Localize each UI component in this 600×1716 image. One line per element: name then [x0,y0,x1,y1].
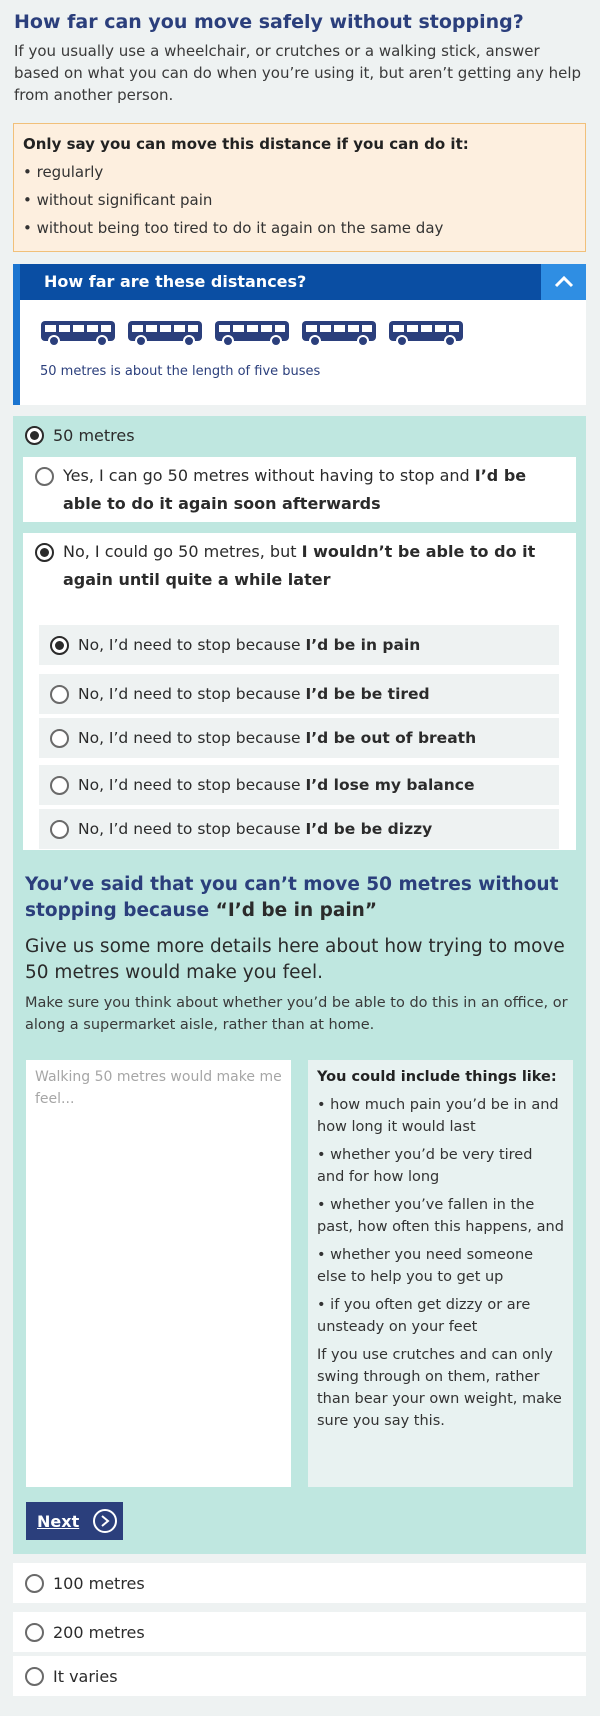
reason-dizzy-label: No, I’d need to stop because I’d be be dizzy [78,820,433,838]
follow-up-no-label: No, I could go 50 metres, but I wouldn’t be able to do it again until quite a while later [63,542,536,589]
tip-item: • whether you need someone else to help you to get up [317,1247,534,1285]
warning-box [13,123,586,252]
radio-100-metres[interactable] [25,1574,44,1593]
bus-icon [214,320,290,347]
radio-it-varies[interactable] [25,1667,44,1686]
bus-icon [388,320,464,347]
option-it-varies-label: It varies [53,1666,118,1686]
option-100-metres-label: 100 metres [53,1573,145,1593]
tips-title: You could include things like: [317,1069,557,1085]
option-200-metres[interactable] [13,1612,586,1652]
tip-item: • whether you’ve fallen in the past, how often this happens, and [317,1197,564,1235]
distances-panel-title: How far are these distances? [44,272,307,291]
chevron-right-circle-icon [93,1509,117,1533]
tip-item: • how much pain you’d be in and how long it would last [317,1097,559,1135]
reason-balance-label: No, I’d need to stop because I’d lose my balance [78,776,475,794]
feedback-question: Give us some more details here about how trying to move 50 metres would make you feel. [25,936,565,983]
selected-option-panel [13,416,586,1554]
distances-panel-toggle[interactable] [541,264,586,300]
warning-item-pain: • without significant pain [23,191,213,209]
follow-up-yes-label: Yes, I can go 50 metres without having to stop and I’d be able to do it again soon afterwards [63,466,527,513]
warning-item-tired: • without being too tired to do it again on the same day [23,219,444,237]
follow-up-yes-card [23,457,576,522]
tips-extra: If you use crutches and can only swing through on them, rather than bear your own weight, make sure you say this. [317,1347,562,1429]
radio-200-metres[interactable] [25,1623,44,1642]
bus-icon [301,320,377,347]
option-50-metres-label: 50 metres [53,426,135,445]
question-intro: If you usually use a wheelchair, or crutches or a walking stick, answer based on what you can do when you’re using it, but aren’t getting any help from another person. [14,42,582,104]
question-title: How far can you move safely without stopping? [14,11,524,33]
feedback-note: Make sure you think about whether you’d be able to do this in an office, or along a supermarket aisle, rather than at home. [25,995,568,1033]
distances-panel [13,264,586,405]
tips-box [308,1060,573,1487]
reason-option-tired[interactable] [39,674,559,714]
radio-reason-tired[interactable] [50,685,69,704]
follow-up-yes-option[interactable] [35,465,565,518]
follow-up-no-option[interactable] [35,541,565,594]
details-textarea[interactable] [26,1060,291,1487]
radio-50-metres[interactable] [25,426,44,445]
distances-panel-header[interactable] [20,264,586,300]
option-50-metres[interactable] [25,426,135,445]
warning-item-regularly: • regularly [23,163,104,181]
reason-pain-label: No, I’d need to stop because I’d be in pain [78,636,421,654]
tip-item: • whether you’d be very tired and for how long [317,1147,533,1185]
reason-option-breath[interactable] [39,718,559,758]
warning-title: Only say you can move this distance if you can do it: [23,135,469,153]
radio-reason-pain[interactable] [50,636,69,655]
reason-option-pain[interactable] [39,625,559,665]
reason-breath-label: No, I’d need to stop because I’d be out of breath [78,729,477,747]
bus-icon [40,320,116,347]
tip-item: • if you often get dizzy or are unsteady on your feet [317,1297,531,1335]
feedback-heading: You’ve said that you can’t move 50 metres without stopping because “I’d be in pain” [25,874,559,921]
reason-tired-label: No, I’d need to stop because I’d be be tired [78,685,430,703]
next-button-label: Next [37,1511,80,1531]
option-it-varies[interactable] [13,1656,586,1696]
follow-up-no-card [23,533,576,850]
option-200-metres-label: 200 metres [53,1622,145,1642]
radio-follow-up-no[interactable] [35,543,54,562]
bus-illustration [40,320,475,347]
bus-icon [127,320,203,347]
reason-option-balance[interactable] [39,765,559,805]
reason-option-dizzy[interactable] [39,809,559,849]
radio-follow-up-yes[interactable] [35,467,54,486]
option-100-metres[interactable] [13,1563,586,1603]
radio-reason-dizzy[interactable] [50,820,69,839]
radio-reason-breath[interactable] [50,729,69,748]
radio-reason-balance[interactable] [50,776,69,795]
next-button[interactable] [26,1502,123,1540]
distances-caption: 50 metres is about the length of five buses [40,364,321,379]
chevron-up-icon [554,275,574,289]
